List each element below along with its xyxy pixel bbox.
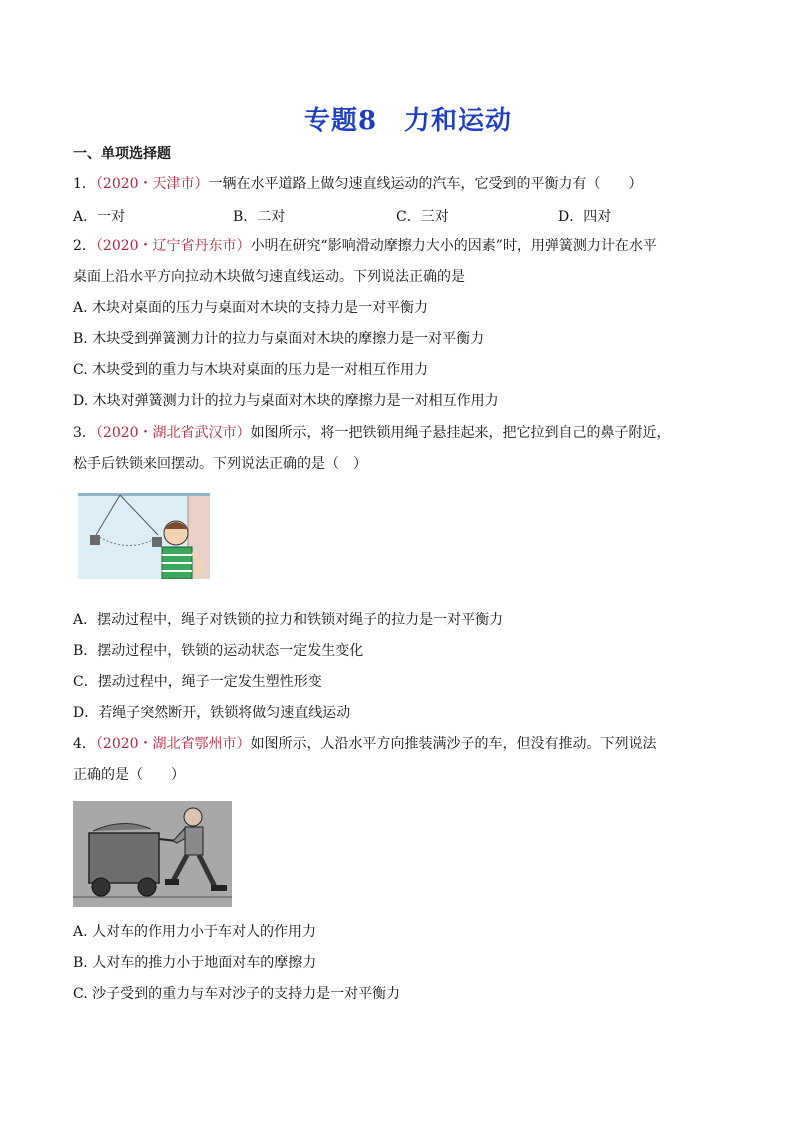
option-d[interactable]: D. 木块对弹簧测力计的拉力与桌面对木块的摩擦力是一对相互作用力	[73, 393, 499, 409]
option-b[interactable]: B．摆动过程中，铁锁的运动状态一定发生变化	[73, 643, 364, 659]
question-2-text-line2: 桌面上沿水平方向拉动木块做匀速直线运动。下列说法正确的是	[73, 269, 465, 285]
question-2	[73, 237, 657, 255]
question-3-text-line2: 松手后铁锁来回摆动。下列说法正确的是（ ）	[73, 456, 367, 472]
section-heading: 一、单项选择题	[73, 146, 171, 162]
option-b[interactable]: B. 木块受到弹簧测力计的拉力与桌面对木块的摩擦力是一对平衡力	[73, 331, 485, 347]
question-3	[73, 424, 671, 442]
question-source: （2020・湖北省鄂州市）	[95, 736, 251, 752]
question-4-text-line2: 正确的是（ ）	[73, 767, 185, 783]
pendulum-lock-figure	[78, 493, 210, 579]
question-source: （2020・湖北省武汉市）	[95, 425, 251, 441]
option-a[interactable]: A．摆动过程中，绳子对铁锁的拉力和铁锁对绳子的拉力是一对平衡力	[73, 612, 504, 628]
question-text: 小明在研究“影响滑动摩擦力大小的因素”时，用弹簧测力计在水平	[250, 238, 657, 254]
question-number: 2．	[73, 238, 96, 254]
option-a[interactable]: A．一对	[73, 209, 126, 225]
question-text: 如图所示，将一把铁锁用绳子悬挂起来，把它拉到自己的鼻子附近，	[250, 425, 671, 441]
option-d[interactable]: D．若绳子突然断开，铁锁将做匀速直线运动	[73, 705, 351, 721]
question-1	[73, 175, 643, 193]
option-a[interactable]: A. 木块对桌面的压力与桌面对木块的支持力是一对平衡力	[73, 300, 429, 316]
push-cart-figure	[73, 801, 232, 907]
question-number: 3．	[73, 425, 96, 441]
option-b[interactable]: B. 人对车的推力小于地面对车的摩擦力	[73, 955, 317, 971]
question-number: 4．	[73, 736, 96, 752]
question-source: （2020・辽宁省丹东市）	[95, 238, 251, 254]
question-source: （2020・天津市）	[95, 176, 209, 192]
page-title: 专题8 力和运动	[303, 106, 513, 136]
option-a[interactable]: A. 人对车的作用力小于车对人的作用力	[73, 924, 317, 940]
question-number: 1．	[73, 176, 96, 192]
question-4	[73, 735, 657, 753]
question-text: 一辆在水平道路上做匀速直线运动的汽车，它受到的平衡力有（ ）	[208, 176, 643, 192]
option-c[interactable]: C．三对	[396, 209, 449, 225]
option-d[interactable]: D．四对	[558, 209, 612, 225]
question-text: 如图所示，人沿水平方向推装满沙子的车，但没有推动。下列说法	[250, 736, 657, 752]
option-c[interactable]: C．摆动过程中，绳子一定发生塑性形变	[73, 674, 322, 690]
option-c[interactable]: C. 木块受到的重力与木块对桌面的压力是一对相互作用力	[73, 362, 429, 378]
option-b[interactable]: B．二对	[233, 209, 286, 225]
option-c[interactable]: C. 沙子受到的重力与车对沙子的支持力是一对平衡力	[73, 986, 401, 1002]
